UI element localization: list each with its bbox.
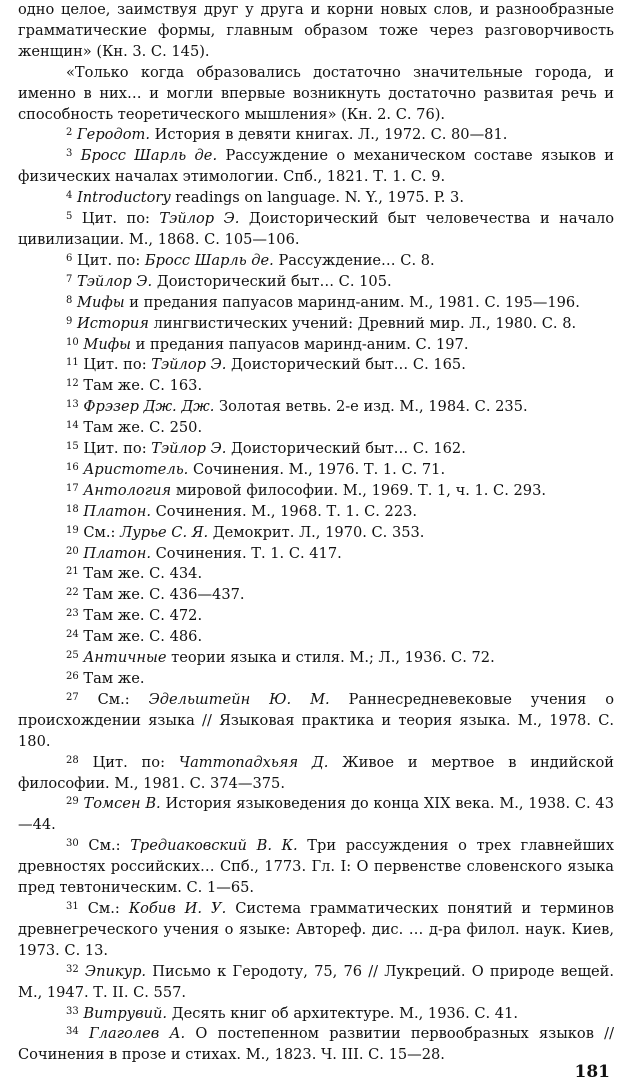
footnote-number: 27 <box>66 691 79 703</box>
footnote-text: Сочинения. М., 1968. Т. 1. С. 223. <box>150 502 418 520</box>
footnote-number: 30 <box>66 838 79 850</box>
footnote-number: 16 <box>66 461 79 473</box>
footnote-number: 29 <box>66 796 79 808</box>
footnote-author: Бросс Шарль де. <box>80 147 218 165</box>
page-number: 181 <box>574 1062 610 1082</box>
footnote-author: Тэйлор Э. <box>77 272 153 290</box>
quote-paragraph: «Только когда образовались достаточно значительные города, и именно в них… и могли впервые возникнуть достаточно развитая речь и способность теоретического мышления» (Кн. 2. С. 76). <box>18 63 614 123</box>
footnote <box>18 481 614 502</box>
footnote <box>18 335 614 356</box>
footnote <box>18 376 614 397</box>
footnote-number: 18 <box>66 503 79 515</box>
footnote-author: Introductory <box>77 189 171 207</box>
footnote <box>18 460 614 481</box>
footnote <box>18 146 614 188</box>
footnote <box>18 1004 614 1025</box>
footnote-text: Письмо к Геродоту, 75, 76 // Лукреций. О природе вещей. М., 1947. Т. II. С. 557. <box>18 962 615 1001</box>
footnote-text: Живое и мертвое в индийской философии. М., 1981. С. 374—375. <box>18 753 615 792</box>
footnote-number: 34 <box>66 1026 79 1038</box>
footnote-number: 32 <box>66 963 79 975</box>
footnote-prefix: См.: <box>88 837 131 855</box>
footnote-number: 33 <box>66 1005 79 1017</box>
footnote-author: Глаголев А. <box>88 1025 186 1043</box>
footnote <box>18 502 614 523</box>
footnote-text: Сочинения. М., 1976. Т. 1. С. 71. <box>188 460 446 478</box>
footnote <box>18 836 614 899</box>
footnote-number: 6 <box>66 252 73 264</box>
footnote-prefix: См.: <box>87 899 129 917</box>
footnote <box>18 188 614 209</box>
footnote <box>18 314 614 335</box>
footnote-number: 28 <box>66 754 79 766</box>
footnote-author: Эдельштейн Ю. М. <box>148 690 330 708</box>
footnote <box>18 962 614 1004</box>
footnote-number: 23 <box>66 608 79 620</box>
footnote-text: лингвистических учений: Древний мир. Л., 1980. С. 8. <box>148 314 577 332</box>
footnote-number: 2 <box>66 127 73 139</box>
footnote-number: 22 <box>66 587 79 599</box>
footnote-author: История <box>77 314 149 332</box>
footnote-author: Античные <box>83 649 167 667</box>
footnote-number: 14 <box>66 420 79 432</box>
footnote-text: Демокрит. Л., 1970. С. 353. <box>208 523 425 541</box>
footnote-text: История языковедения до конца XIX века. М., 1938. С. 43—44. <box>18 795 615 834</box>
footnote-text: Там же. С. 434. <box>83 565 203 583</box>
footnote-text: и предания папуасов маринд-аним. С. 197. <box>131 335 469 353</box>
footnote <box>18 753 614 795</box>
footnote-text: Рассуждение о механическом составе языков и физических началах этимологии. Спб., 1821. Т. 1. С. 9. <box>18 147 615 186</box>
footnote-text: readings on language. N. Y., 1975. P. 3. <box>170 189 464 207</box>
footnote-text: Доисторический быт человечества и начало цивилизации. М., 1868. С. 105—106. <box>18 210 615 248</box>
footnote <box>18 564 614 585</box>
footnote-text: Рассуждение… С. 8. <box>273 251 435 269</box>
footnote-number: 7 <box>66 273 73 285</box>
footnote <box>18 523 614 544</box>
footnote-author: Платон. <box>83 544 151 562</box>
footnote <box>18 585 614 606</box>
footnote-text: Золотая ветвь. 2-е изд. М., 1984. С. 235. <box>214 398 528 416</box>
footnote-text: Там же. С. 472. <box>83 607 203 625</box>
footnote-text: Там же. С. 486. <box>83 628 203 646</box>
footnote-number: 12 <box>66 378 79 390</box>
footnote-author: Тэйлор Э. <box>151 356 227 374</box>
footnote-author: Чаттопадхьяя Д. <box>178 753 329 771</box>
footnote-author: Тэйлор Э. <box>159 210 240 228</box>
footnote-text: теории языка и стиля. М.; Л., 1936. С. 72. <box>166 649 495 667</box>
footnote-text: Три рассуждения о трех главнейших древностях российских… Спб., 1773. Гл. I: О первенстве словенского языка пред тевтоническим. С. 1—65. <box>18 837 615 897</box>
footnote-author: Эпикур. <box>84 962 147 980</box>
footnote-author: Кобив И. У. <box>128 899 227 917</box>
footnote-author: Аристотель. <box>83 460 189 478</box>
footnote-number: 17 <box>66 482 79 494</box>
footnote-number: 3 <box>66 148 73 160</box>
footnote-number: 26 <box>66 671 79 682</box>
footnote <box>18 293 614 314</box>
footnote-author: Томсен В. <box>83 795 161 813</box>
footnote-number: 11 <box>66 357 79 369</box>
footnote-author: Лурье С. Я. <box>120 523 209 541</box>
footnote-text: Система грамматических понятий и терминов древнегреческого учения о языке: Автореф. дис. … д-ра филол. наук. Киев, 1973. С. 13. <box>18 899 615 959</box>
footnote-prefix: Цит. по: <box>81 210 160 228</box>
footnote-prefix: Цит. по: <box>83 356 152 374</box>
footnote-prefix: Цит. по: <box>77 251 145 269</box>
footnote-number: 20 <box>66 545 79 557</box>
footnote <box>18 606 614 627</box>
footnote-number: 5 <box>66 211 73 223</box>
footnote-text: Доисторический быт… С. 165. <box>226 356 466 374</box>
footnote-text: Десять книг об архитектуре. М., 1936. С. 41. <box>167 1004 519 1022</box>
footnote <box>18 209 614 251</box>
footnote-text: Там же. С. 163. <box>83 377 203 395</box>
footnote <box>18 272 614 293</box>
footnote <box>18 899 614 962</box>
footnote-number: 9 <box>66 315 73 327</box>
footnote <box>18 355 614 376</box>
footnote-author: Геродот. <box>77 126 150 144</box>
footnote-author: Платон. <box>83 502 151 520</box>
footnote-text: мировой философии. М., 1969. Т. 1, ч. 1. С. 293. <box>171 481 547 499</box>
footnote-text: Там же. С. 250. <box>83 419 203 437</box>
footnote-author: Мифы <box>77 293 125 311</box>
footnote-number: 15 <box>66 441 79 453</box>
footnote <box>18 418 614 439</box>
footnote-prefix: Цит. по: <box>92 753 179 771</box>
footnote <box>18 544 614 565</box>
footnote-text: Сочинения. Т. 1. С. 417. <box>150 544 342 562</box>
footnote <box>18 1024 614 1066</box>
footnote-author: Антология <box>83 481 172 499</box>
footnote-text: История в девяти книгах. Л., 1972. С. 80—81. <box>149 126 508 144</box>
footnote-number: 13 <box>66 399 79 411</box>
footnote-text: Доисторический быт… С. 162. <box>226 440 466 458</box>
footnote-number: 25 <box>66 650 79 662</box>
footnote-text: Раннесредневековые учения о происхождении языка // Языковая практика и теория языка. М., 1978. С. 180. <box>18 690 615 750</box>
footnotes-list <box>18 125 614 1066</box>
footnote-number: 21 <box>66 566 79 578</box>
footnote <box>18 251 614 272</box>
footnote-prefix: См.: <box>83 523 121 541</box>
footnote-number: 24 <box>66 629 79 641</box>
footnote <box>18 125 614 146</box>
footnote-author: Витрувий. <box>83 1004 168 1022</box>
footnote-text: Там же. <box>83 670 145 687</box>
footnote <box>18 439 614 460</box>
footnote <box>18 794 614 836</box>
footnote-text: Доисторический быт… С. 105. <box>152 272 392 290</box>
footnote <box>18 627 614 648</box>
footnote-author: Бросс Шарль де. <box>144 251 274 269</box>
footnote-author: Тредиаковский В. К. <box>130 837 298 855</box>
footnote-number: 10 <box>66 336 79 348</box>
footnote-author: Фрэзер Дж. Дж. <box>83 398 215 416</box>
footnote-text: Там же. С. 436—437. <box>83 586 245 604</box>
continued-paragraph: одно целое, заимствуя друг у друга и корни новых слов, и разнообразные грамматические формы, главным образом тоже через разговорчивость женщин» (Кн. 3. С. 145). <box>18 1 614 60</box>
footnote-number: 31 <box>66 900 79 912</box>
footnote <box>18 648 614 669</box>
footnote-author: Мифы <box>83 335 132 353</box>
footnote-number: 8 <box>66 294 73 306</box>
footnote-author: Тэйлор Э. <box>151 440 227 458</box>
footnote-prefix: См.: <box>97 690 149 708</box>
footnote-text: О постепенном развитии первообразных языков // Сочинения в прозе и стихах. М., 1823. Ч. III. С. 15—28. <box>18 1025 615 1064</box>
footnote-text: и предания папуасов маринд-аним. М., 1981. С. 195—196. <box>124 293 580 311</box>
footnote <box>18 669 614 690</box>
footnote-number: 19 <box>66 524 79 536</box>
footnote <box>18 397 614 418</box>
footnote <box>18 690 614 753</box>
footnote-number: 4 <box>66 190 73 202</box>
notes-block <box>18 0 614 1066</box>
footnote-prefix: Цит. по: <box>83 440 152 458</box>
